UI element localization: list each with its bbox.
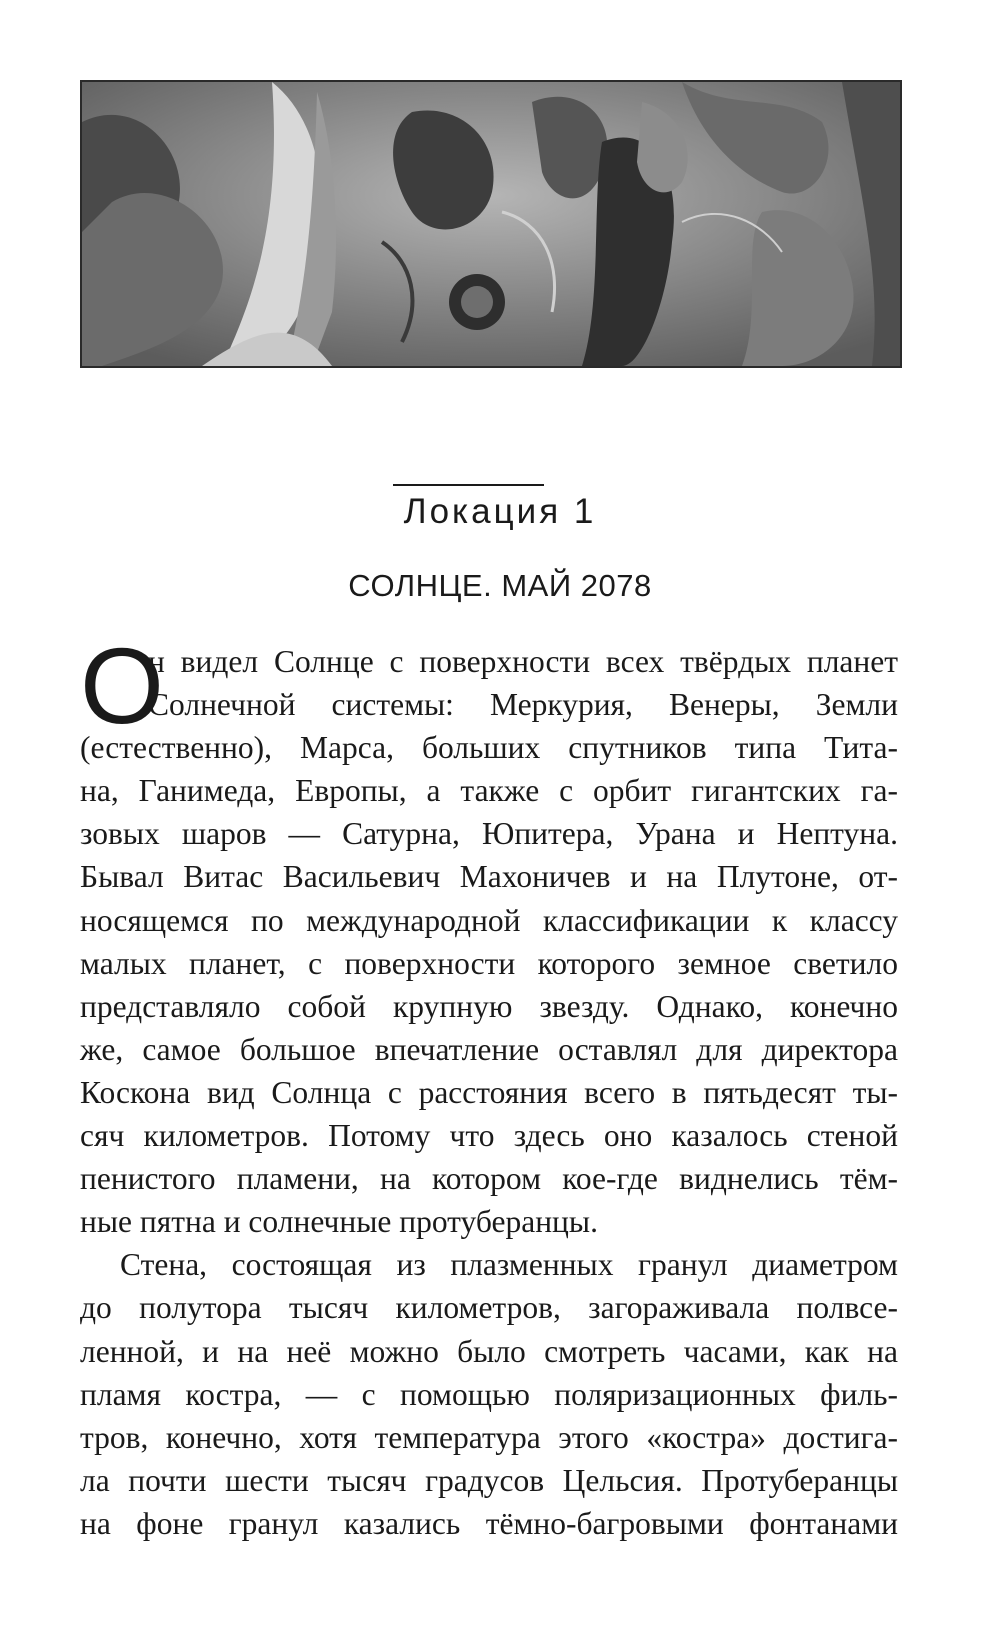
text-line: же, самое большое впечатление оставлял для директора — [80, 1031, 898, 1067]
text-line: тров, конечно, хотя температура этого «костра» достига- — [80, 1419, 898, 1455]
text-line: Коскона вид Солнца с расстояния всего в пятьдесят ты- — [80, 1074, 898, 1110]
text-line: Бывал Витас Васильевич Махоничев и на Плутоне, от- — [80, 859, 898, 895]
text-line: зовых шаров — Сатурна, Юпитера, Урана и Нептуна. — [80, 816, 898, 852]
drop-cap: О — [80, 625, 165, 746]
text-line: пламя костра, — с помощью поляризационных филь- — [80, 1376, 898, 1412]
text-line: н видел Солнце с поверхности всех твёрдых планет — [148, 644, 898, 679]
text-line: до полутора тысяч километров, загораживала полвсе- — [80, 1290, 898, 1326]
chapter-divider — [393, 484, 544, 486]
text-line: (естественно), Марса, больших спутников типа Тита- — [80, 730, 898, 766]
text-line: на, Ганимеда, Европы, а также с орбит гигантских га- — [80, 773, 898, 809]
illustration-art-icon — [82, 82, 900, 366]
text-line: представляло собой крупную звезду. Однако, конечно — [80, 988, 898, 1024]
text-line: пенистого пламени, на котором кое-где виднелись тём- — [80, 1161, 898, 1197]
text-line: ные пятна и солнечные протуберанцы. — [80, 1204, 598, 1240]
body-text — [80, 640, 898, 1545]
text-line: ла почти шести тысяч градусов Цельсия. Протуберанцы — [80, 1462, 898, 1498]
text-line: Солнечной системы: Меркурия, Венеры, Земли — [148, 687, 898, 723]
text-line: Стена, состоящая из плазменных гранул диаметром — [120, 1247, 898, 1283]
text-line: на фоне гранул казались тёмно-багровыми фонтанами — [80, 1505, 898, 1541]
text-line: носящемся по международной классификации к классу — [80, 902, 898, 938]
chapter-label: Локация 1 — [403, 492, 597, 531]
chapter-title: СОЛНЦЕ. МАЙ 2078 — [348, 568, 652, 603]
text-line: малых планет, с поверхности которого земное светило — [80, 945, 898, 981]
chapter-illustration — [80, 80, 902, 368]
text-line: сяч километров. Потому что здесь оно казалось стеной — [80, 1118, 898, 1154]
text-line: ленной, и на неё можно было смотреть часами, как на — [80, 1333, 898, 1369]
